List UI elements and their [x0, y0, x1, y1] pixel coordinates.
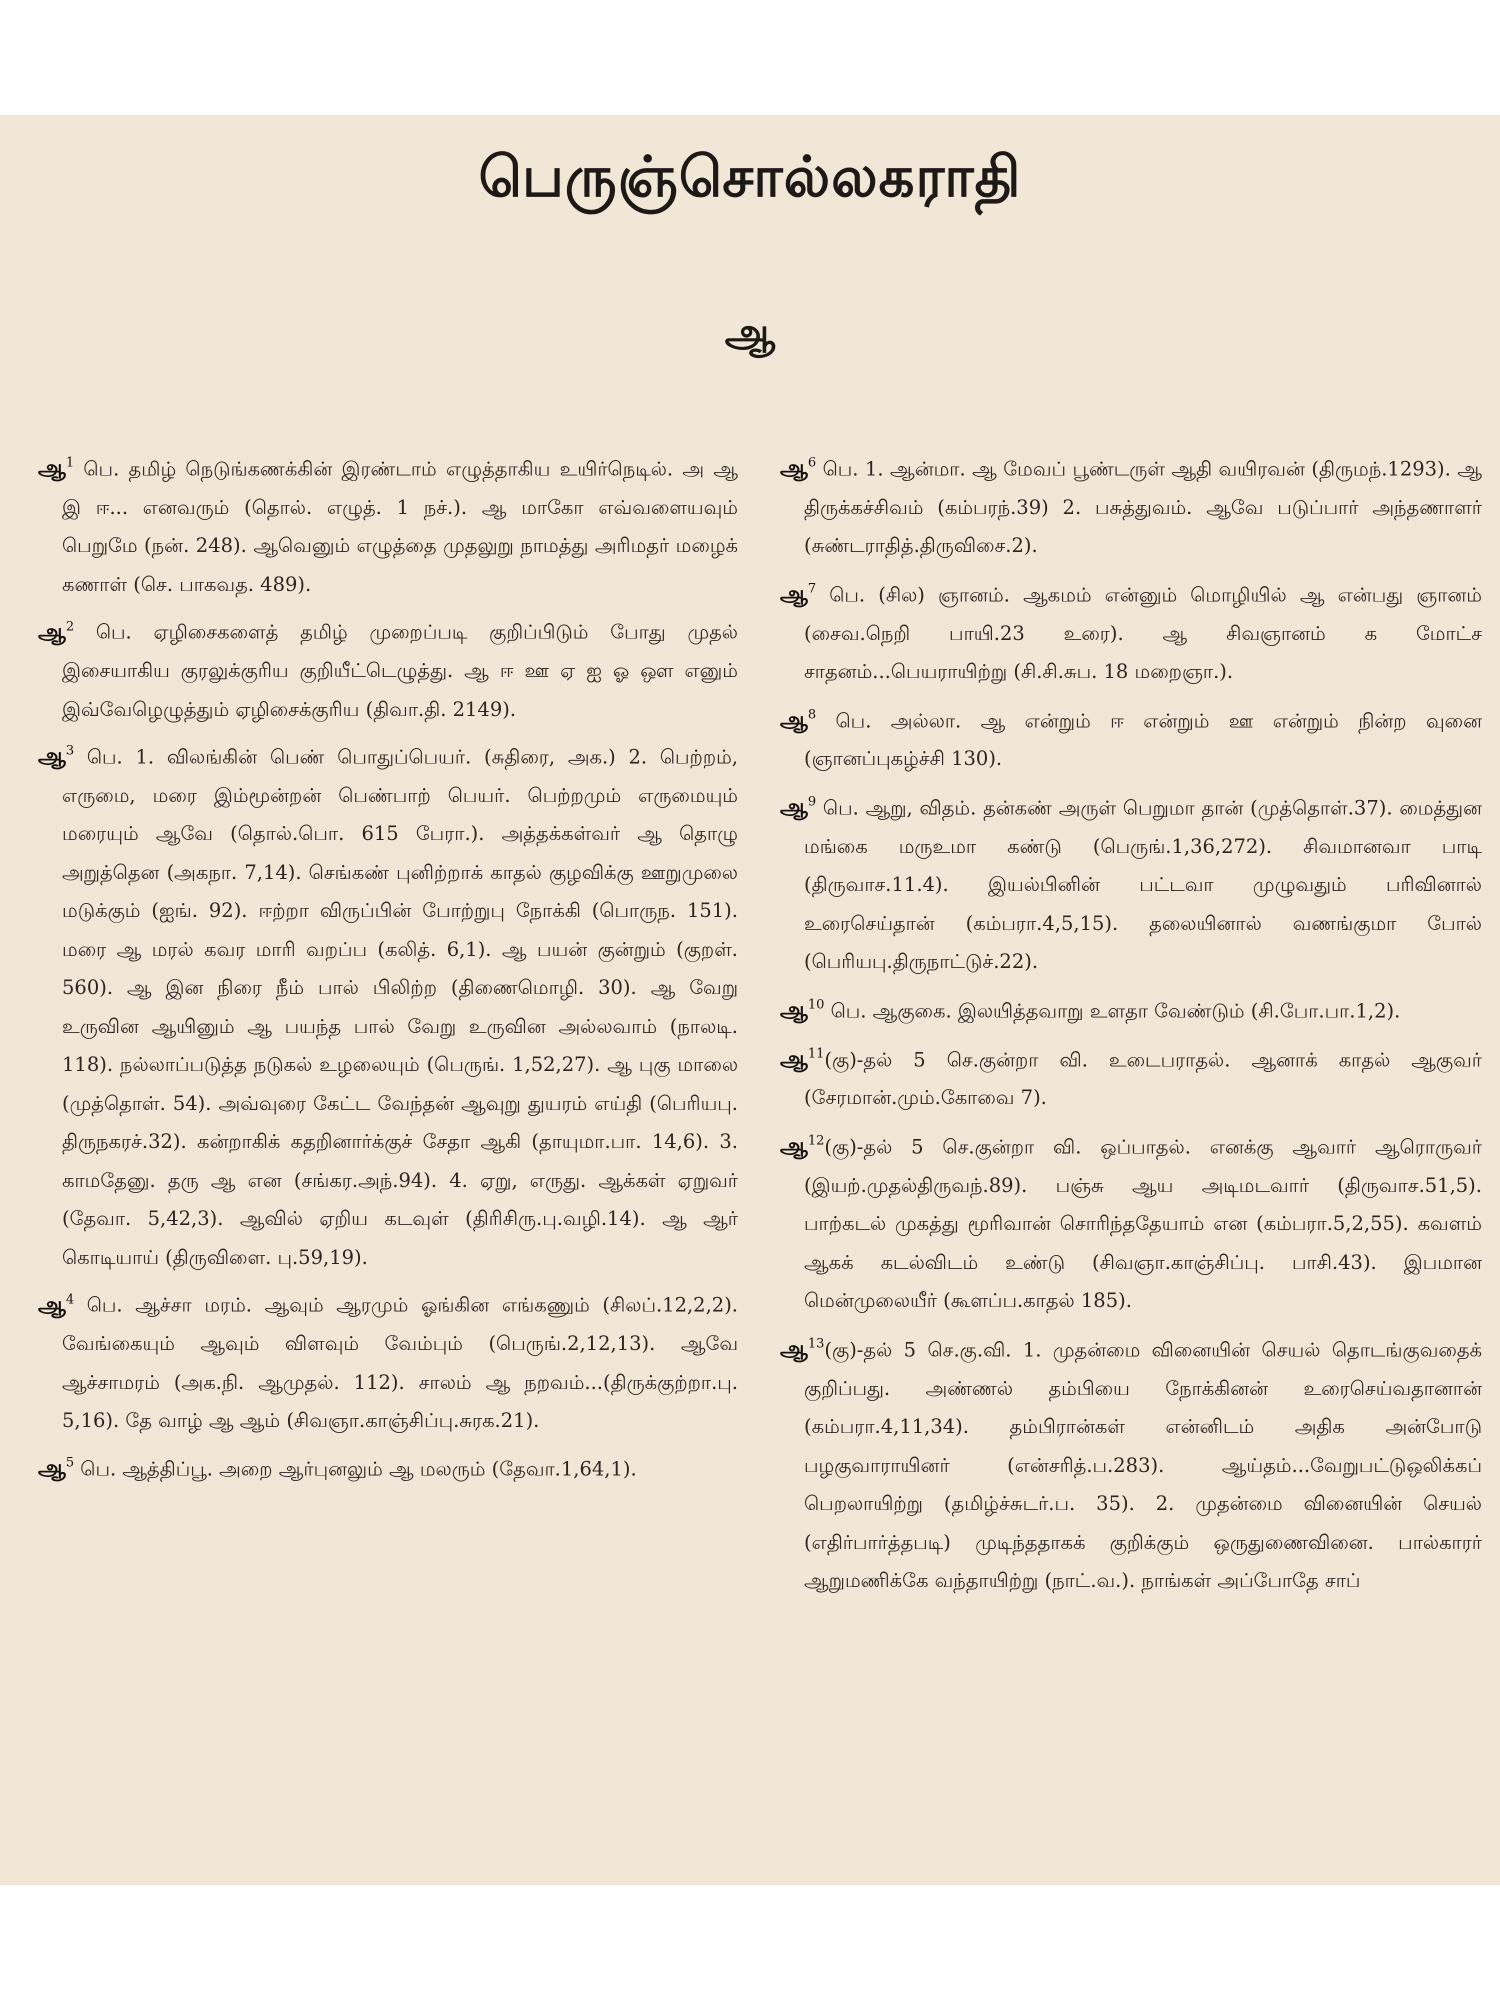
dictionary-entry	[38, 1281, 738, 1440]
entry-text: பெ. ஆகுகை. இலயித்தவாறு உளதா வேண்டும் (சி.போ.பா.1,2).	[824, 999, 1401, 1023]
dictionary-entry	[780, 1123, 1482, 1321]
page-title: பெருஞ்சொல்லகராதி	[478, 145, 1022, 210]
dictionary-entry	[780, 445, 1482, 566]
entry-text: பெ. (சில) ஞானம். ஆகமம் என்னும் மொழியில் ஆ என்பது ஞானம் (சைவ.நெறி பாயி.23 உரை). ஆ சிவஞானம் க மோட்ச சாதனம்...பெயராயிற்று (சி.சி.சுப. 18 மறைஞா.).	[804, 583, 1482, 684]
entry-headword: ஆ$^6$	[780, 455, 817, 482]
dictionary-entry	[780, 784, 1482, 982]
entry-headword: ஆ$^9$	[780, 794, 817, 821]
entry-headword: ஆ$^7$	[780, 581, 817, 608]
dictionary-entry	[38, 608, 738, 729]
dictionary-entry	[38, 445, 738, 604]
dictionary-entry	[38, 1445, 738, 1489]
left-column	[38, 445, 738, 1493]
entry-text: பெ. ஆத்திப்பூ. அறை ஆர்புனலும் ஆ மலரும் (தேவா.1,64,1).	[74, 1457, 637, 1481]
entry-text: பெ. அல்லா. ஆ என்றும் ஈ என்றும் ஊ என்றும் நின்ற வுனை (ஞானப்புகழ்ச்சி 130).	[804, 708, 1482, 771]
entry-headword: ஆ$^4$	[38, 1291, 75, 1318]
entry-text: பெ. 1. விலங்கின் பெண் பொதுப்பெயர். (சுதிரை, அக.) 2. பெற்றம், எருமை, மரை இம்மூன்றன் பெண்பாற் பெயர். பெற்றமும் எருமையும் மரையும் ஆவே (தொல்.பொ. 615 பேரா.). அத்தக்கள்வர் ஆ தொழு அறுத்தென (அகநா. 7,14). செங்கண் புனிற்றாக் காதல் குழவிக்கு ஊறுமுலை மடுக்கும் (ஐங். 92). ஈற்றா விருப்பின் போற்றுபு நோக்கி (பொருந. 151). மரை ஆ மரல் கவர மாரி வறப்ப (கலித். 6,1). ஆ பயன் குன்றும் (குறள். 560). ஆ இன நிரை நீம் பால் பிலிற்ற (திணைமொழி. 30). ஆ வேறு உருவின ஆயினும் ஆ பயந்த பால் வேறு உருவின அல்லவாம் (நாலடி. 118). நல்லாப்படுத்த நடுகல் உழலையும் (பெருங். 1,52,27). ஆ புகு மாலை (முத்தொள். 54). அவ்வுரை கேட்ட வேந்தன் ஆவுறு துயரம் எய்தி (பெரியபு. திருநகரச்.32). கன்றாகிக் கதறினார்க்குச் சேதா ஆகி (தாயுமா.பா. 14,6). 3. காமதேனு. தரு ஆ என (சங்கர.அந்.94). 4. ஏறு, எருது. ஆக்கள் ஏறுவர் (தேவா. 5,42,3). ஆவில் ஏறிய கடவுள் (திரிசிரு.பு.வழி.14). ஆ ஆர் கொடியாய் (திருவிளை. பு.59,19).	[62, 745, 738, 1269]
entry-headword: ஆ$^{11}$	[780, 1045, 825, 1072]
dictionary-entry	[780, 1036, 1482, 1118]
entry-text: (கு)-தல் 5 செ.கு.வி. 1. முதன்மை வினையின் செயல் தொடங்குவதைக் குறிப்பது. அண்ணல் தம்பியை நோக்கினன் உரைசெய்வதானான் (கம்பரா.4,11,34). தம்பிரான்கள் என்னிடம் அதிக அன்போடு பழகுவாராயினர் (என்சரித்.ப.283). ஆய்தம்...வேறுபட்டுஒலிக்கப் பெறலாயிற்று (தமிழ்ச்சுடர்.ப. 35). 2. முதன்மை வினையின் செயல் (எதிர்பார்த்தபடி) முடிந்ததாகக் குறிக்கும் ஒருதுணைவினை. பால்காரர் ஆறுமணிக்கே வந்தாயிற்று (நாட்.வ.). நாங்கள் அப்போதே சாப்	[804, 1338, 1482, 1593]
dictionary-entry	[780, 987, 1482, 1031]
dictionary-entry	[780, 571, 1482, 692]
right-column	[780, 445, 1482, 1606]
entry-headword: ஆ$^8$	[780, 706, 817, 733]
dictionary-entry	[780, 697, 1482, 779]
entry-headword: ஆ$^{10}$	[780, 997, 825, 1024]
entry-headword: ஆ$^1$	[38, 455, 75, 482]
entry-text: பெ. தமிழ் நெடுங்கணக்கின் இரண்டாம் எழுத்தாகிய உயிர்நெடில். அ ஆ இ ஈ... எனவரும் (தொல். எழுத். 1 நச்.). ஆ மாகோ எவ்வளையவும் பெறுமே (நன். 248). ஆவெனும் எழுத்தை முதலுறு நாமத்து அரிமதர் மழைக் கணாள் (செ. பாகவத. 489).	[62, 457, 738, 596]
entry-headword: ஆ$^5$	[38, 1455, 75, 1482]
entry-text: (கு)-தல் 5 செ.குன்றா வி. உடைபராதல். ஆனாக் காதல் ஆகுவர் (சேரமான்.மும்.கோவை 7).	[804, 1047, 1482, 1110]
entry-text: பெ. ஆச்சா மரம். ஆவும் ஆரமும் ஓங்கின எங்கணும் (சிலப்.12,2,2). வேங்கையும் ஆவும் விளவும் வேம்பும் (பெருங்.2,12,13). ஆவே ஆச்சாமரம் (அக.நி. ஆமுதல். 112). சாலம் ஆ நறவம்...(திருக்குற்றா.பு. 5,16). தே வாழ் ஆ ஆம் (சிவஞா.காஞ்சிப்பு.சுரக.21).	[62, 1293, 738, 1433]
entry-text: (கு)-தல் 5 செ.குன்றா வி. ஒப்பாதல். எனக்கு ஆவார் ஆரொருவர் (இயற்.முதல்திருவந்.89). பஞ்சு ஆய அடிமடவார் (திருவாச.51,5). பாற்கடல் முகத்து மூரிவான் சொரிந்ததேயாம் என (கம்பரா.5,2,55). கவளம் ஆகக் கடல்விடம் உண்டு (சிவஞா.காஞ்சிப்பு. பாசி.43). இபமான மென்முலையீர் (கூளப்ப.காதல் 185).	[804, 1135, 1482, 1313]
dictionary-entry	[780, 1326, 1482, 1601]
entry-headword: ஆ$^{12}$	[780, 1133, 825, 1160]
entry-text: பெ. ஆறு, விதம். தன்கண் அருள் பெறுமா தான் (முத்தொள்.37). மைத்துன மங்கை மருஉமா கண்டு (பெருங்.1,36,272). சிவமானவா பாடி (திருவாச.11.4). இயல்பினின் பட்டவா முழுவதும் பரிவினால் உரைசெய்தான் (கம்பரா.4,5,15). தலையினால் வணங்குமா போல் (பெரியபு.திருநாட்டுச்.22).	[804, 796, 1482, 974]
entry-headword: ஆ$^2$	[38, 618, 75, 645]
entry-headword: ஆ$^3$	[38, 743, 75, 770]
dictionary-entry	[38, 733, 738, 1277]
entry-headword: ஆ$^{13}$	[780, 1336, 825, 1363]
dictionary-page	[0, 115, 1500, 1885]
entry-text: பெ. ஏழிசைகளைத் தமிழ் முறைப்படி குறிப்பிடும் போது முதல் இசையாகிய குரலுக்குரிய குறியீட்டெழுத்து. ஆ ஈ ஊ ஏ ஐ ஓ ஔ எனும் இவ்வேழெழுத்தும் ஏழிசைக்குரிய (திவா.தி. 2149).	[62, 620, 738, 721]
section-letter: ஆ	[724, 310, 776, 356]
entry-text: பெ. 1. ஆன்மா. ஆ மேவப் பூண்டருள் ஆதி வயிரவன் (திருமந்.1293). ஆ திருக்கச்சிவம் (கம்பரந்.39) 2. பசுத்துவம். ஆவே படுப்பார் அந்தணாளர் (சுண்டராதித்.திருவிசை.2).	[804, 457, 1482, 558]
